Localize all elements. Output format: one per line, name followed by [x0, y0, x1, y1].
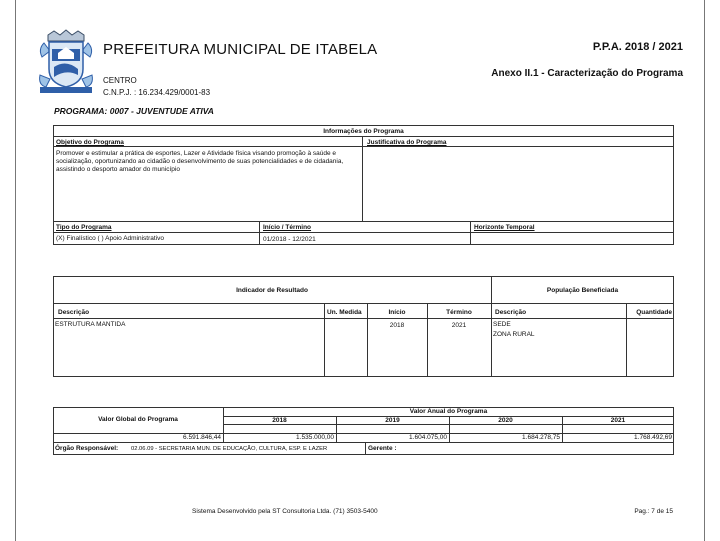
year-2018: 2018 — [272, 417, 287, 424]
justification-label: Justificativa do Programa — [367, 139, 447, 146]
global-value: 6.591.846,44 — [183, 434, 221, 441]
department: CENTRO — [103, 76, 137, 85]
organ-value: 02.06.09 - SECRETARIA MUN. DE EDUCAÇÃO, CULTURA, ESP. E LAZER — [131, 446, 328, 452]
value-2018: 1.535.000,00 — [296, 434, 334, 441]
program-info-section — [53, 125, 674, 245]
indicator-row-end: 2021 — [451, 322, 467, 329]
population-item-2: ZONA RURAL — [493, 331, 535, 338]
value-2019: 1.604.075,00 — [409, 434, 447, 441]
value-2020: 1.684.278,75 — [522, 434, 560, 441]
manager-label: Gerente : — [368, 445, 397, 452]
population-title: População Beneficiada — [546, 287, 619, 294]
objective-text: Promover e estimular a prática de esportes, Lazer e Atividade física visando promoção à saúde e socialização, oportunizando ao cidadão o desenvolvimento de suas potencialidades e de cidadania, assistindo o desporto amador do município — [56, 150, 344, 173]
col-quantity: Quantidade — [636, 309, 672, 316]
indicator-row-description: ESTRUTURA MANTIDA — [55, 321, 126, 328]
objective-label: Objetivo do Programa — [56, 139, 124, 146]
program-type-value: (X) Finalístico ( ) Apoio Administrativo — [56, 235, 165, 242]
system-footer: Sistema Desenvolvido pela ST Consultoria Ltda. (71) 3503-5400 — [192, 508, 378, 515]
population-item-1: SEDE — [493, 321, 511, 328]
annual-value-label: Valor Anual do Programa — [409, 408, 488, 415]
value-2021: 1.768.492,69 — [634, 434, 672, 441]
period-value: 01/2018 - 12/2021 — [263, 236, 316, 243]
organ-label: Órgão Responsável: — [55, 445, 119, 452]
ppa-title: P.P.A. 2018 / 2021 — [592, 41, 683, 53]
year-2021: 2021 — [610, 417, 626, 424]
info-section-title: Informações do Programa — [323, 128, 404, 135]
indicator-title: Indicador de Resultado — [236, 287, 308, 294]
col-start: Início — [388, 309, 406, 316]
cnpj: C.N.P.J. : 16.234.429/0001-83 — [103, 88, 211, 97]
coat-of-arms-logo — [36, 29, 96, 95]
annex-title: Anexo II.1 - Caracterização do Programa — [491, 68, 683, 79]
col-unit: Un. Medida — [327, 309, 362, 316]
horizon-label: Horizonte Temporal — [474, 224, 535, 231]
col-description: Descrição — [58, 309, 90, 316]
page-number: Pag.: 7 de 15 — [634, 508, 673, 515]
indicator-row-start: 2018 — [389, 322, 405, 329]
municipality-name: PREFEITURA MUNICIPAL DE ITABELA — [103, 41, 378, 58]
col-pop-description: Descrição — [495, 309, 527, 316]
col-end: Término — [446, 309, 472, 316]
global-value-label: Valor Global do Programa — [98, 416, 178, 423]
period-label: Início / Término — [263, 224, 312, 231]
year-2019: 2019 — [385, 417, 400, 424]
program-type-label: Tipo do Programa — [56, 224, 112, 231]
program-title: PROGRAMA: 0007 - JUVENTUDE ATIVA — [54, 106, 214, 116]
year-2020: 2020 — [498, 417, 513, 424]
